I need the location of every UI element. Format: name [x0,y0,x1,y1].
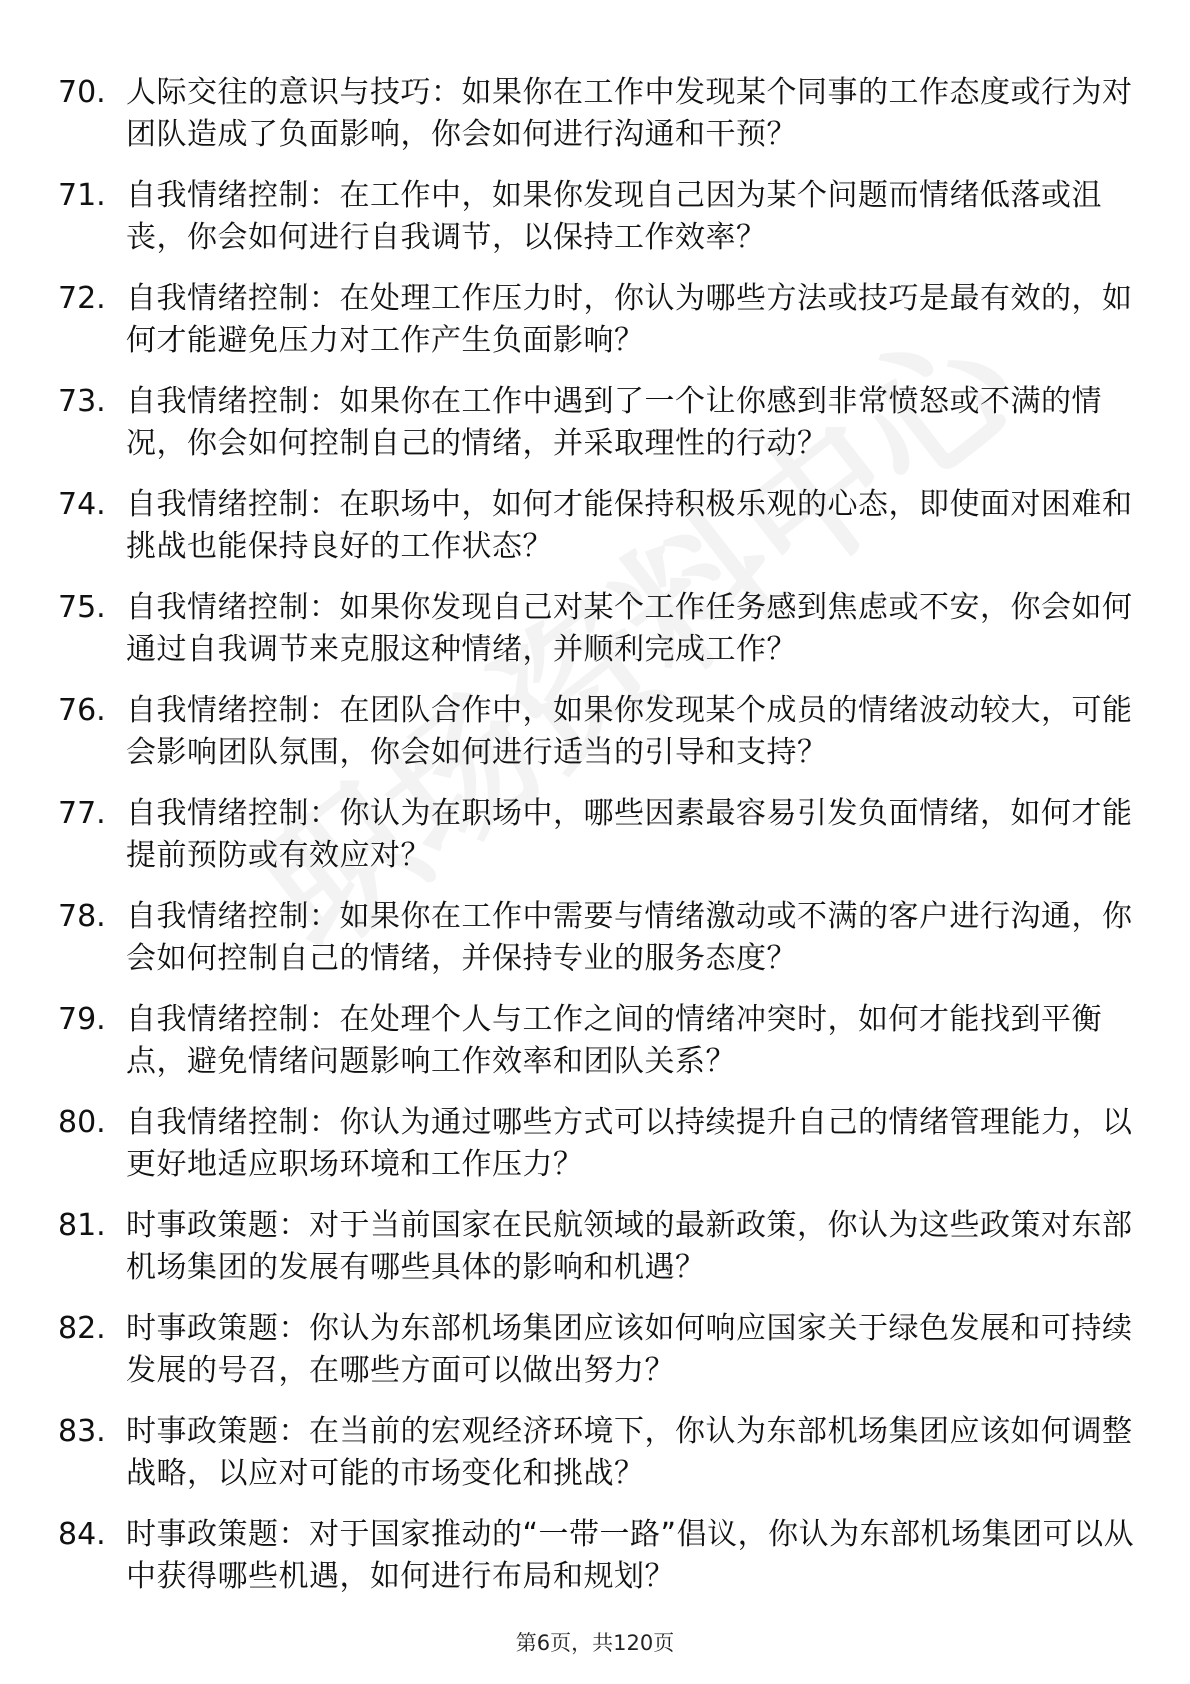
question-number: 75. [58,590,106,625]
question-number: 76. [58,693,106,728]
question-list [0,72,1190,1617]
question-text: 时事政策题：对于国家推动的“一带一路”倡议，你认为东部机场集团可以从中获得哪些机遇，如何进行布局和规划？ [126,1517,1135,1594]
question-number: 83. [58,1414,106,1449]
question-item [0,793,1190,896]
question-number: 79. [58,1002,106,1037]
question-text: 自我情绪控制：你认为在职场中，哪些因素最容易引发负面情绪，如何才能提前预防或有效应对？ [126,796,1133,873]
question-item [0,1411,1190,1514]
question-item [0,690,1190,793]
question-item [0,1205,1190,1308]
question-item [0,999,1190,1102]
question-item [0,278,1190,381]
question-text: 自我情绪控制：在职场中，如何才能保持积极乐观的心态，即使面对困难和挑战也能保持良好的工作状态？ [126,487,1133,564]
question-item [0,175,1190,278]
question-number: 80. [58,1105,106,1140]
question-text: 人际交往的意识与技巧：如果你在工作中发现某个同事的工作态度或行为对团队造成了负面影响，你会如何进行沟通和干预？ [126,75,1133,152]
question-text: 自我情绪控制：在工作中，如果你发现自己因为某个问题而情绪低落或沮丧，你会如何进行自我调节，以保持工作效率？ [126,178,1102,255]
question-text: 时事政策题：对于当前国家在民航领域的最新政策，你认为这些政策对东部机场集团的发展有哪些具体的影响和机遇？ [126,1208,1133,1285]
question-text: 自我情绪控制：如果你在工作中遇到了一个让你感到非常愤怒或不满的情况，你会如何控制自己的情绪，并采取理性的行动？ [126,384,1102,461]
question-item [0,1514,1190,1617]
question-item [0,381,1190,484]
question-text: 时事政策题：在当前的宏观经济环境下，你认为东部机场集团应该如何调整战略，以应对可能的市场变化和挑战？ [126,1414,1133,1491]
question-number: 78. [58,899,106,934]
question-text: 自我情绪控制：如果你在工作中需要与情绪激动或不满的客户进行沟通，你会如何控制自己的情绪，并保持专业的服务态度？ [126,899,1133,976]
question-text: 自我情绪控制：你认为通过哪些方式可以持续提升自己的情绪管理能力，以更好地适应职场环境和工作压力？ [126,1105,1133,1182]
question-number: 70. [58,75,106,110]
question-item [0,72,1190,175]
question-number: 74. [58,487,106,522]
question-text: 自我情绪控制：如果你发现自己对某个工作任务感到焦虑或不安，你会如何通过自我调节来克服这种情绪，并顺利完成工作？ [126,590,1133,667]
question-item [0,587,1190,690]
question-number: 77. [58,796,106,831]
question-text: 自我情绪控制：在处理工作压力时，你认为哪些方法或技巧是最有效的，如何才能避免压力对工作产生负面影响？ [126,281,1133,358]
question-item [0,484,1190,587]
question-text: 自我情绪控制：在团队合作中，如果你发现某个成员的情绪波动较大，可能会影响团队氛围，你会如何进行适当的引导和支持？ [126,693,1133,770]
question-number: 71. [58,178,106,213]
question-number: 81. [58,1208,106,1243]
page-footer: 第6页，共120页 [515,1631,675,1655]
question-number: 82. [58,1311,106,1346]
question-item [0,896,1190,999]
question-text: 时事政策题：你认为东部机场集团应该如何响应国家关于绿色发展和可持续发展的号召，在哪些方面可以做出努力？ [126,1311,1133,1388]
question-item [0,1308,1190,1411]
question-number: 73. [58,384,106,419]
question-number: 84. [58,1517,106,1552]
question-number: 72. [58,281,106,316]
question-text: 自我情绪控制：在处理个人与工作之间的情绪冲突时，如何才能找到平衡点，避免情绪问题影响工作效率和团队关系？ [126,1002,1102,1079]
question-item [0,1102,1190,1205]
